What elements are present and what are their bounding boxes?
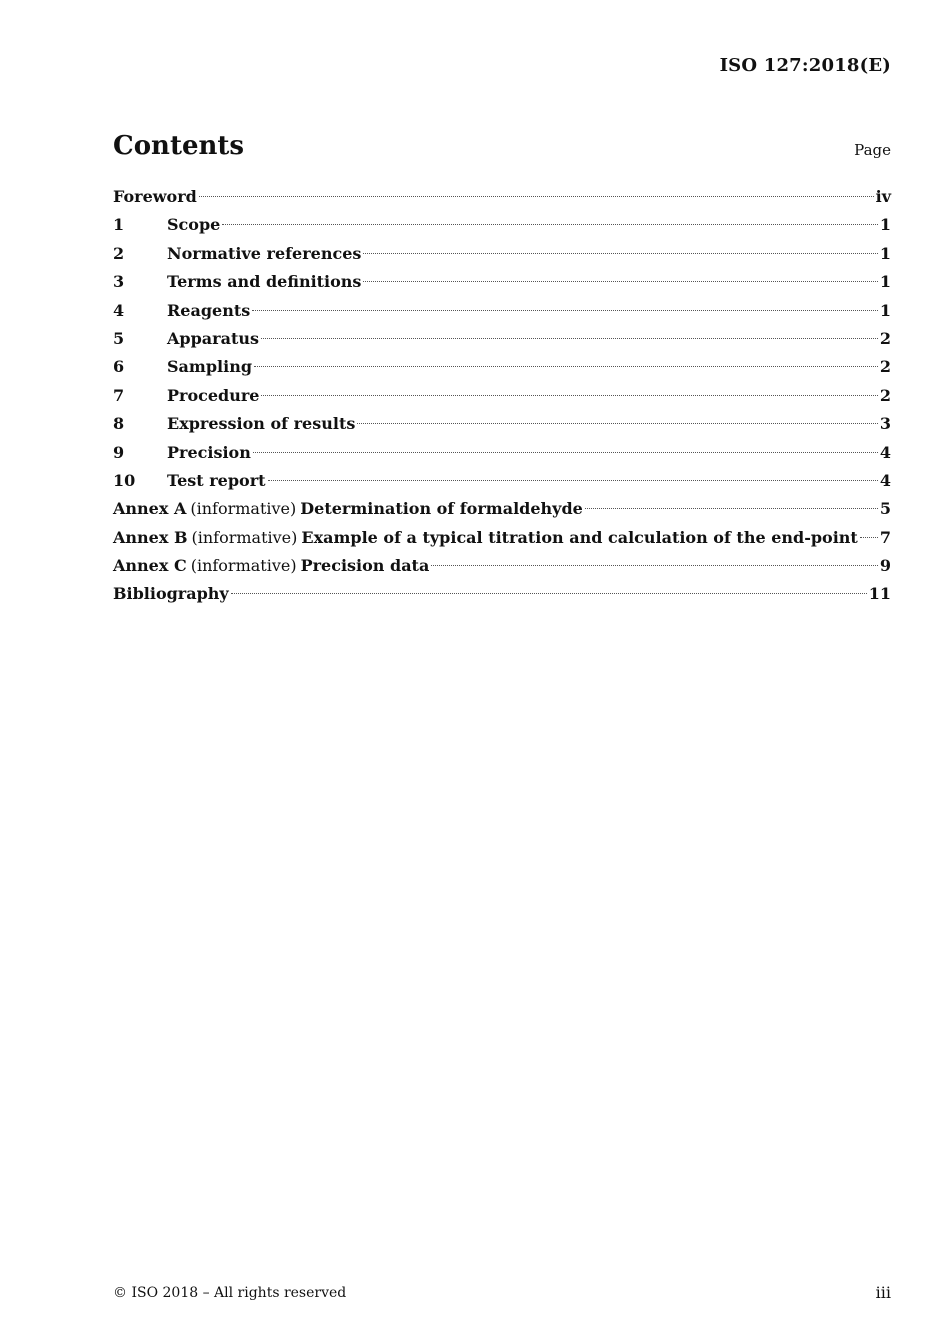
toc-entry-number: 10	[113, 470, 136, 490]
dot-leader	[585, 508, 878, 509]
dot-leader	[254, 366, 878, 367]
annex-informative-label: (informative)	[190, 499, 297, 519]
toc-entry-title: Expression of results	[167, 414, 356, 434]
dot-leader	[199, 196, 874, 197]
annex-title: Determination of formaldehyde	[300, 499, 583, 519]
dot-leader	[431, 565, 878, 566]
dot-leader	[231, 593, 867, 594]
standard-number: ISO 127:2018(E)	[719, 55, 891, 76]
toc-entry-page: 1	[879, 215, 891, 235]
toc-entry-page: 1	[879, 243, 891, 263]
annex-informative-label: (informative)	[191, 527, 298, 547]
toc-entry[interactable]	[113, 268, 891, 296]
dot-leader	[222, 224, 878, 225]
toc-entry[interactable]	[113, 325, 891, 353]
toc-entry-page: 9	[879, 556, 891, 576]
toc-entry-page: 4	[879, 442, 891, 462]
toc-entry-number: 5	[113, 328, 125, 348]
toc-entry-title: Procedure	[167, 385, 260, 405]
toc-entry[interactable]	[113, 211, 891, 239]
dot-leader	[253, 452, 878, 453]
page-number: iii	[875, 1283, 891, 1302]
toc-entry-page: 4	[879, 470, 891, 490]
toc-entry[interactable]	[113, 297, 891, 325]
dot-leader	[252, 310, 878, 311]
toc-entry-page: 2	[879, 357, 891, 377]
toc-entry-number: 7	[113, 385, 125, 405]
toc-entry[interactable]	[113, 410, 891, 438]
toc-entry-title: Foreword	[113, 187, 197, 206]
contents-title: Contents	[113, 131, 245, 161]
annex-title: Precision data	[300, 556, 430, 576]
annex-prefix: Annex C	[113, 556, 187, 576]
toc-entry-title: Bibliography	[113, 584, 229, 604]
toc-entry-title: Reagents	[167, 300, 251, 320]
toc-annex-b[interactable]	[113, 524, 891, 552]
toc-entry-title: Test report	[167, 470, 266, 490]
toc-entry-page: 11	[868, 584, 891, 604]
toc-entry-page: 1	[879, 272, 891, 292]
dot-leader	[363, 281, 877, 282]
toc-entry-number: 4	[113, 300, 125, 320]
annex-prefix: Annex A	[113, 499, 187, 519]
dot-leader	[261, 395, 877, 396]
toc-entry-title: Terms and definitions	[167, 272, 362, 292]
table-of-contents	[113, 183, 891, 609]
toc-entry-page: 7	[879, 527, 891, 547]
toc-entry[interactable]	[113, 240, 891, 268]
toc-entry-number: 8	[113, 414, 125, 434]
toc-entry-title: Precision	[167, 442, 251, 462]
dot-leader	[268, 480, 878, 481]
toc-entry[interactable]	[113, 439, 891, 467]
toc-entry-page: 3	[879, 414, 891, 434]
toc-entry-title: Scope	[167, 215, 221, 235]
dot-leader	[363, 253, 877, 254]
toc-annex-c[interactable]	[113, 552, 891, 580]
dot-leader	[261, 338, 878, 339]
toc-entry[interactable]	[113, 382, 891, 410]
toc-entry-title: Sampling	[167, 357, 253, 377]
toc-entry-number: 9	[113, 442, 125, 462]
toc-entry-page: 2	[879, 385, 891, 405]
toc-entry-foreword[interactable]	[113, 183, 891, 211]
toc-annex-a[interactable]	[113, 495, 891, 523]
annex-prefix: Annex B	[113, 527, 188, 547]
page-column-label: Page	[854, 141, 891, 159]
toc-entry-page: 2	[879, 328, 891, 348]
copyright-notice: © ISO 2018 – All rights reserved	[113, 1285, 347, 1301]
toc-entry-number: 6	[113, 357, 125, 377]
toc-entry-page: 1	[879, 300, 891, 320]
toc-entry-bibliography[interactable]	[113, 580, 891, 608]
toc-entry-title: Apparatus	[167, 328, 259, 348]
annex-informative-label: (informative)	[190, 556, 297, 576]
toc-entry[interactable]	[113, 353, 891, 381]
toc-entry-number: 2	[113, 243, 125, 263]
toc-entry-page: 5	[879, 499, 891, 519]
annex-title: Example of a typical titration and calculation of the end-point	[301, 527, 858, 547]
toc-entry[interactable]	[113, 467, 891, 495]
toc-entry-page: iv	[875, 187, 891, 206]
dot-leader	[860, 537, 878, 538]
dot-leader	[357, 423, 878, 424]
toc-entry-title: Normative references	[167, 243, 362, 263]
toc-entry-number: 1	[113, 215, 125, 235]
toc-entry-number: 3	[113, 272, 125, 292]
